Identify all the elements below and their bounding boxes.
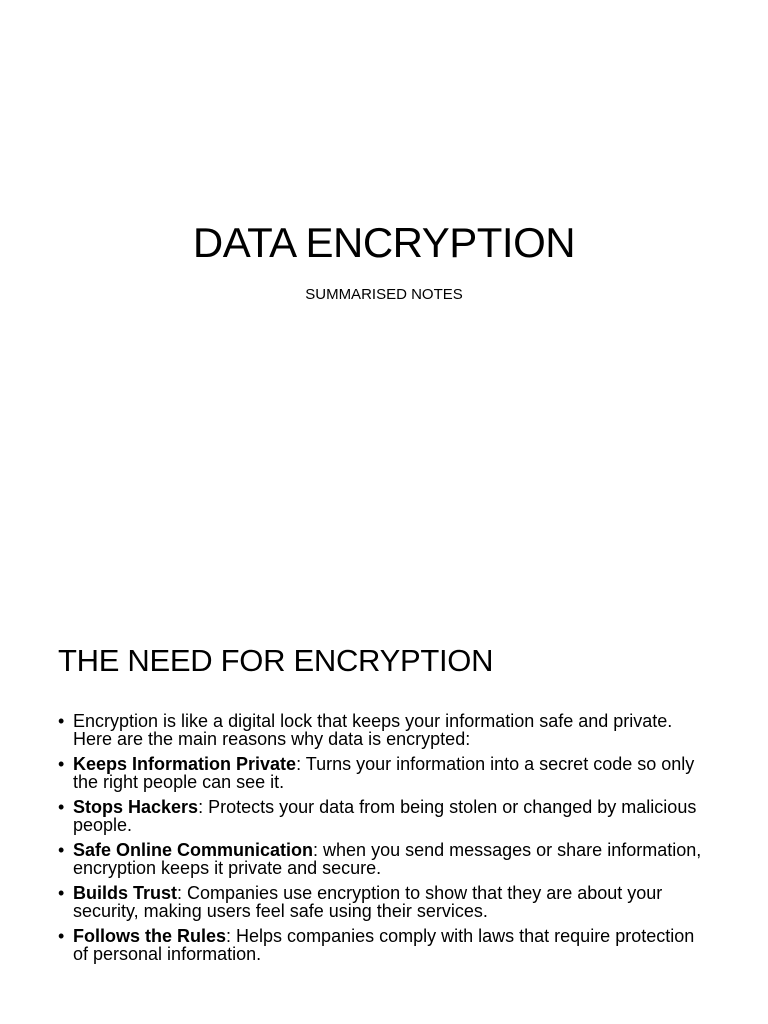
title-slide [0, 176, 768, 316]
bullet-item-safe-online-communication [58, 841, 708, 877]
bullet-item-intro [58, 712, 708, 748]
bullet-text: : Protects your data from being stolen or changed by malicious people. [73, 797, 697, 835]
bullet-item-keeps-information-private [58, 755, 708, 791]
bullet-text: : Turns your information into a secret code so only the right people can see it. [73, 754, 695, 792]
bullet-point-icon: • [58, 754, 65, 774]
bullet-point-icon: • [58, 797, 65, 817]
bullet-item-follows-the-rules [58, 927, 708, 963]
bullet-term: Builds Trust [73, 883, 178, 903]
bullet-term: Safe Online Communication [73, 840, 314, 860]
bullet-item-stops-hackers [58, 798, 708, 834]
bullet-text: : when you send messages or share information, encryption keeps it private and secure. [73, 840, 702, 878]
content-slide [0, 628, 768, 1024]
bullet-term: Follows the Rules [73, 926, 227, 946]
bullet-list [58, 712, 708, 970]
document-title: DATA ENCRYPTION [192, 219, 576, 266]
bullet-term: Stops Hackers [73, 797, 199, 817]
bullet-text: : Companies use encryption to show that they are about your security, making users feel safe using their services. [73, 883, 663, 921]
bullet-point-icon: • [58, 926, 65, 946]
bullet-point-icon: • [58, 711, 65, 731]
bullet-item-builds-trust [58, 884, 708, 920]
bullet-term: Keeps Information Private [73, 754, 297, 774]
document-subtitle: SUMMARISED NOTES [305, 286, 463, 303]
bullet-text: Encryption is like a digital lock that keeps your information safe and private. Here are the main reasons why data is encrypted: [73, 711, 673, 749]
bullet-text: : Helps companies comply with laws that require protection of personal information. [73, 926, 695, 964]
bullet-point-icon: • [58, 840, 65, 860]
section-heading: THE NEED FOR ENCRYPTION [58, 643, 494, 678]
bullet-point-icon: • [58, 883, 65, 903]
